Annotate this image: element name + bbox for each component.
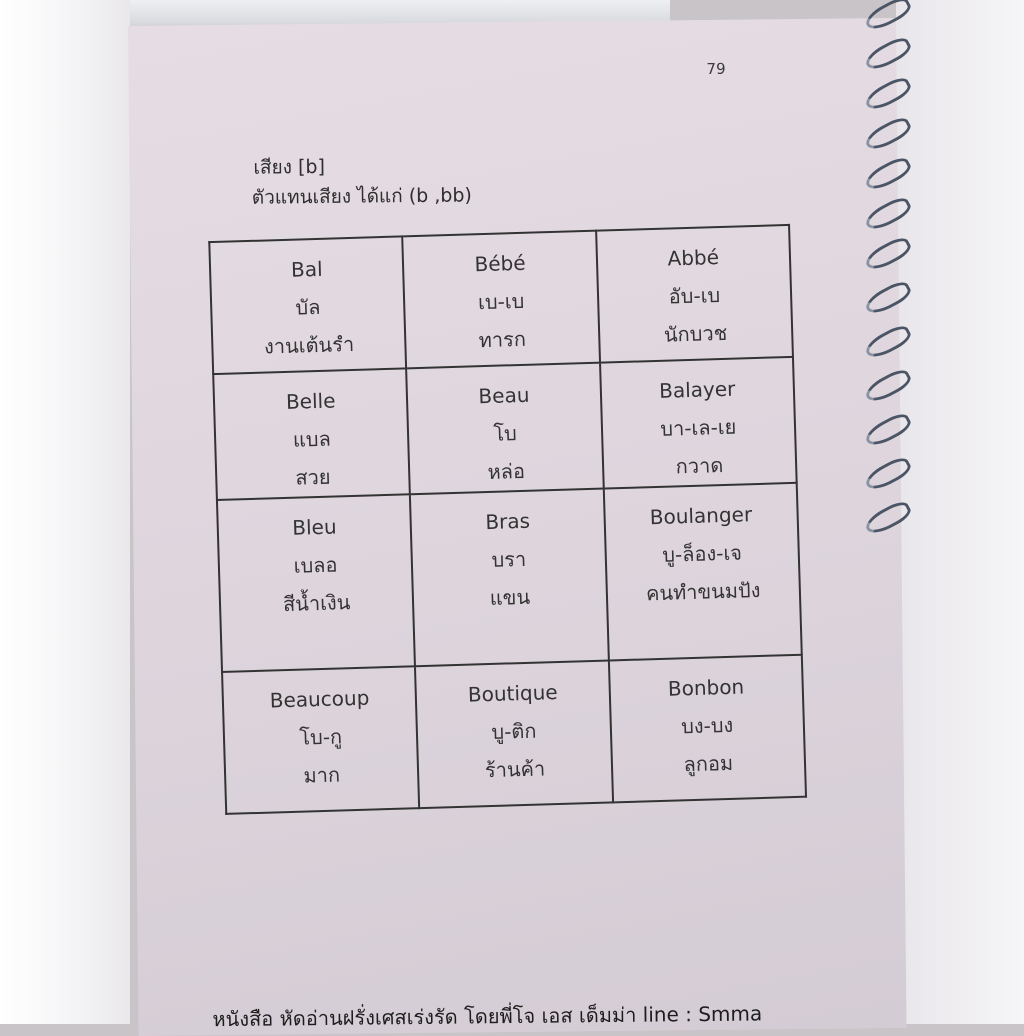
- binding-coil: [862, 74, 914, 114]
- thai-meaning: ร้านค้า: [484, 756, 546, 783]
- sound-heading: เสียง [b]: [253, 155, 326, 179]
- spiral-binding: [864, 0, 914, 560]
- thai-meaning: งานเต้นรำ: [263, 331, 355, 359]
- french-word: Bébé: [474, 250, 526, 277]
- thai-pronunciation: เบ-เบ: [477, 288, 525, 315]
- thai-pronunciation: โบ: [493, 421, 518, 446]
- sound-representation-heading: ตัวแทนเสียง ได้แก่ (b ,bb): [251, 184, 472, 209]
- thai-pronunciation: บา-เล-เย: [659, 414, 737, 441]
- french-word: Bal: [290, 256, 323, 282]
- french-word: Bras: [485, 508, 531, 535]
- book-footer: หนังสือ หัดอ่านฝรั่งเศสเร่งรัด โดยพี่โจ เอส เด็มม่า line : Smma: [212, 1001, 763, 1032]
- thai-pronunciation: บง-บง: [680, 712, 734, 739]
- thai-meaning: หล่อ: [487, 458, 526, 484]
- binding-coil: [862, 454, 914, 494]
- binding-coil: [862, 114, 914, 154]
- binding-coil: [862, 498, 914, 538]
- binding-coil: [862, 322, 914, 362]
- thai-meaning: คนทำขนมปัง: [645, 577, 761, 606]
- vocabulary-table: [208, 224, 807, 815]
- binding-coil: [862, 34, 914, 74]
- vocab-cell: [603, 483, 801, 661]
- binding-coil: [862, 194, 914, 234]
- thai-pronunciation: บู-ล็อง-เจ: [661, 540, 743, 567]
- page-number: 79: [706, 59, 726, 78]
- binding-coil: [862, 0, 914, 34]
- thai-meaning: แขน: [489, 584, 531, 610]
- thai-meaning: ลูกอม: [683, 750, 734, 777]
- thai-meaning: สวย: [295, 464, 331, 490]
- adjacent-pages-edge: [0, 0, 130, 1024]
- vocab-cell: [209, 236, 406, 374]
- french-word: Bonbon: [667, 674, 745, 701]
- french-word: Boulanger: [649, 502, 753, 530]
- table-row: [222, 655, 806, 814]
- thai-pronunciation: แบล: [292, 426, 332, 452]
- vocab-cell: [410, 489, 608, 667]
- vocab-cell: [217, 494, 415, 672]
- binding-coil: [862, 278, 914, 318]
- binding-coil: [862, 154, 914, 194]
- thai-pronunciation: อับ-เบ: [668, 283, 721, 309]
- book-page: [128, 18, 907, 1036]
- thai-pronunciation: เบลอ: [293, 552, 338, 578]
- french-word: Bleu: [291, 514, 337, 540]
- thai-meaning: ทารก: [478, 326, 527, 353]
- thai-meaning: นักบวช: [663, 320, 728, 347]
- binding-coil: [862, 234, 914, 274]
- vocab-cell: [600, 357, 797, 489]
- vocab-cell: [596, 225, 793, 363]
- thai-meaning: มาก: [303, 762, 341, 788]
- french-word: Balayer: [658, 376, 736, 403]
- table-row: [209, 225, 793, 374]
- thai-pronunciation: บรา: [491, 546, 527, 572]
- french-word: Belle: [285, 388, 336, 414]
- vocab-cell: [609, 655, 806, 803]
- thai-pronunciation: โบ-กู: [298, 724, 343, 750]
- french-word: Beaucoup: [269, 685, 370, 713]
- vocab-cell: [222, 666, 419, 814]
- french-word: Abbé: [667, 245, 720, 271]
- background-right: [896, 0, 1024, 1024]
- thai-meaning: กวาด: [675, 452, 724, 479]
- vocab-cell: [213, 368, 410, 500]
- french-word: Boutique: [467, 680, 558, 707]
- binding-coil: [862, 366, 914, 406]
- vocab-cell: [415, 660, 612, 808]
- thai-pronunciation: บู-ติก: [491, 718, 537, 744]
- binding-coil: [862, 410, 914, 450]
- table-row: [213, 357, 796, 500]
- french-word: Beau: [478, 382, 530, 409]
- thai-meaning: สีน้ำเงิน: [282, 590, 351, 617]
- vocab-cell: [406, 363, 603, 495]
- table-row: [217, 483, 802, 672]
- vocab-cell: [403, 231, 600, 369]
- thai-pronunciation: บัล: [295, 294, 321, 320]
